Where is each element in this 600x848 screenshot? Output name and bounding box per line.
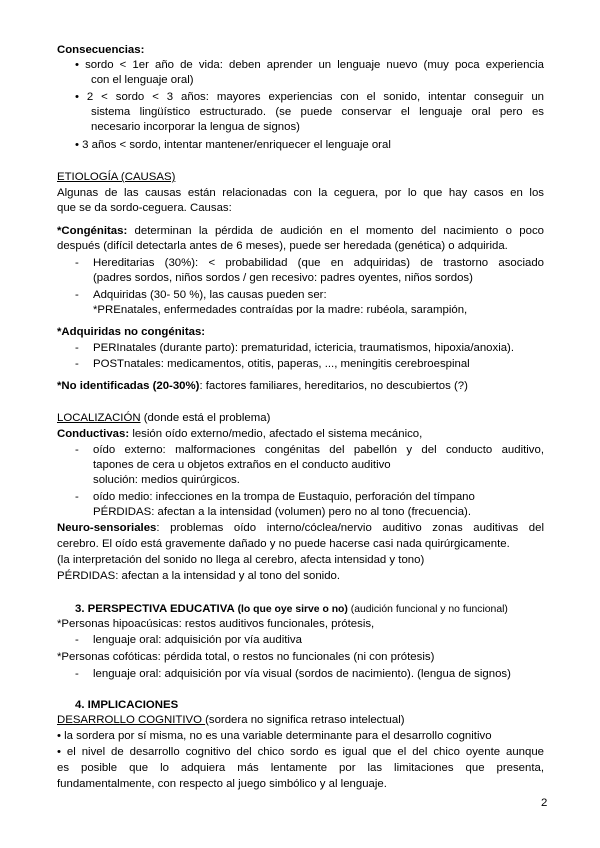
congenitas-text: determinan la pérdida de audición en el momento del nacimiento o poco — [127, 225, 544, 237]
perspectiva-heading: 3. PERSPECTIVA EDUCATIVA — [75, 603, 235, 615]
paragraph-line: que se da sordo-ceguera. Causas: — [57, 202, 232, 214]
list-item: PERInatales (durante parto): prematuridad, ictericia, traumatismos, hipoxia/anoxia). — [93, 342, 515, 354]
page-number: 2 — [541, 797, 548, 809]
list-item: • la sordera por sí misma, no es una variable determinante para el desarrollo cognitivo — [57, 730, 492, 742]
list-item: oído externo: malformaciones congénitas del pabellón y del conducto auditivo, — [93, 444, 544, 456]
paragraph-line: *Personas hipoacúsicas: restos auditivos funcionales, prótesis, — [57, 618, 375, 630]
list-item-continuation: necesario incorporar la lengua de signos) — [91, 121, 300, 133]
list-item-continuation: *PREnatales, enfermedades contraídas por la madre: rubéola, sarampión, — [93, 304, 468, 316]
conductivas-text: lesión oído externo/medio, afectado el sistema mecánico, — [129, 428, 423, 440]
list-item-continuation: fundamentalmente, con respecto al juego simbólico y al lenguaje. — [57, 778, 387, 790]
list-item: oído medio: infecciones en la trompa de Eustaquio, perforación del tímpano — [93, 491, 475, 503]
list-item: lenguaje oral: adquisición por vía auditiva — [93, 634, 302, 646]
list-item: • 2 < sordo < 3 años: mayores experiencias con el sonido, intentar conseguir un — [75, 91, 544, 103]
paragraph-line: (la interpretación del sonido no llega al cerebro, afecta intensidad y tono) — [57, 554, 425, 566]
adquiridas-no-congenitas-label: *Adquiridas no congénitas: — [57, 326, 206, 338]
list-item: lenguaje oral: adquisición por vía visual (sordos de nacimiento). (lengua de signos) — [93, 668, 511, 680]
dash-bullet: - — [75, 342, 79, 354]
paragraph-line: Algunas de las causas están relacionadas con la ceguera, por lo que hay casos en los — [57, 187, 544, 199]
list-item-continuation: PÉRDIDAS: afectan a la intensidad (volumen) pero no al tono (frecuencia). — [93, 506, 471, 518]
no-identificadas-label: *No identificadas (20-30%) — [57, 380, 200, 392]
perspectiva-heading-sub: (lo que oye sirve o no) — [234, 604, 348, 615]
consecuencias-heading: Consecuencias: — [57, 44, 145, 56]
paragraph-line: *Personas cofóticas: pérdida total, o restos no funcionales (ni con prótesis) — [57, 651, 435, 663]
etiologia-heading: ETIOLOGÍA (CAUSAS) — [57, 171, 176, 183]
list-item: Adquiridas (30- 50 %), las causas pueden ser: — [93, 289, 327, 301]
no-identificadas-text: : factores familiares, hereditarios, no descubiertos (?) — [199, 380, 468, 392]
paragraph-line: cerebro. El oído está gravemente dañado y no puede hacerse casi nada quirúrgicamente. — [57, 538, 510, 550]
paragraph-line: PÉRDIDAS: afectan a la intensidad y al tono del sonido. — [57, 570, 341, 582]
paragraph-line: después (difícil detectarla antes de 6 meses), puede ser heredada (genética) o adquirida. — [57, 240, 508, 252]
dash-bullet: - — [75, 358, 79, 370]
localizacion-heading-line — [57, 411, 544, 426]
dash-bullet: - — [75, 634, 79, 646]
list-item-continuation: solución: medios quirúrgicos. — [93, 474, 240, 486]
no-identificadas-line — [57, 379, 544, 394]
dash-bullet: - — [75, 668, 79, 680]
desarrollo-cognitivo-note: (sordera no significa retraso intelectual) — [205, 714, 405, 726]
perspectiva-heading-line — [75, 602, 544, 617]
list-item: • 3 años < sordo, intentar mantener/enriquecer el lenguaje oral — [75, 139, 391, 151]
congenitas-line — [57, 224, 544, 239]
dash-bullet: - — [75, 289, 79, 301]
localizacion-note: (donde está el problema) — [140, 412, 271, 424]
neuro-sensoriales-label: Neuro-sensoriales — [57, 522, 157, 534]
list-item-continuation: sistema lingüístico estructurado. (se puede conservar el lenguaje oral pero es — [91, 106, 544, 118]
list-item: Hereditarias (30%): < probabilidad (que en adquiridas) de trastorno asociado — [93, 257, 544, 269]
list-item-continuation: (padres sordos, niños sordos / gen recesivo: padres oyentes, niños sordos) — [93, 272, 473, 284]
desarrollo-cognitivo-heading: DESARROLLO COGNITIVO — [57, 714, 206, 726]
perspectiva-note: (audición funcional y no funcional) — [347, 604, 508, 615]
dash-bullet: - — [75, 257, 79, 269]
list-item: • el nivel de desarrollo cognitivo del chico sordo es igual que el del chico oyente aunque — [57, 746, 544, 758]
list-item-continuation: es posible que lo adquiera más lentamente por las limitaciones que presenta, — [57, 762, 544, 774]
dash-bullet: - — [75, 444, 79, 456]
dash-bullet: - — [75, 491, 79, 503]
localizacion-heading: LOCALIZACIÓN — [57, 412, 141, 424]
neuro-sensoriales-text: : problemas oído interno/cóclea/nervio auditivo zonas auditivas del — [156, 522, 544, 534]
neuro-sensoriales-line — [57, 521, 544, 536]
conductivas-line — [57, 427, 544, 442]
congenitas-label: *Congénitas: — [57, 225, 128, 237]
implicaciones-heading: 4. IMPLICACIONES — [75, 699, 179, 711]
list-item-continuation: tapones de cera u objetos extraños en el conducto auditivo — [93, 459, 391, 471]
desarrollo-cognitivo-line — [57, 713, 544, 728]
list-item: POSTnatales: medicamentos, otitis, paperas, ..., meningitis cerebroespinal — [93, 358, 470, 370]
list-item-continuation: con el lenguaje oral) — [91, 74, 194, 86]
conductivas-label: Conductivas: — [57, 428, 130, 440]
list-item: • sordo < 1er año de vida: deben aprender un lenguaje nuevo (muy poca experiencia — [75, 59, 544, 71]
